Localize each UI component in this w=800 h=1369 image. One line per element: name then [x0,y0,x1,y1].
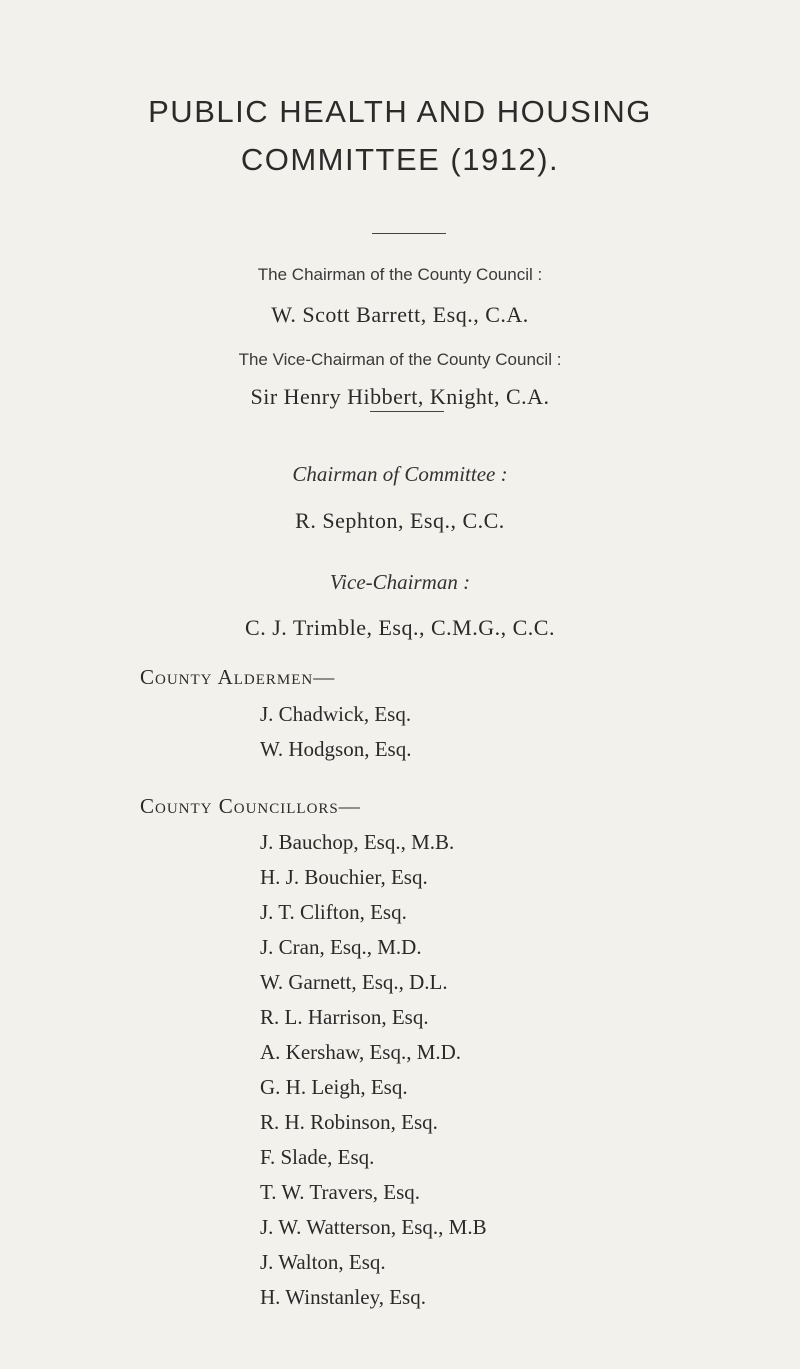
list-item: F. Slade, Esq. [260,1145,375,1169]
councillors-list [260,825,487,1315]
list-item: W. Hodgson, Esq. [260,737,412,761]
list-item: A. Kershaw, Esq., M.D. [260,1040,462,1064]
page-title-line-2: COMMITTEE (1912). [240,142,560,177]
page-title-line-1: PUBLIC HEALTH AND HOUSING [148,94,652,129]
aldermen-heading: County Aldermen— [140,665,336,689]
divider-rule-top [372,233,446,234]
councillors-heading: County Councillors— [140,794,361,818]
county-vice-chairman-caption: The Vice-Chairman of the County Council : [238,350,562,369]
list-item: H. Winstanley, Esq. [260,1285,426,1309]
county-chairman-caption: The Chairman of the County Council : [257,265,543,284]
aldermen-list [260,697,411,767]
list-item: R. H. Robinson, Esq. [260,1110,438,1134]
list-item: T. W. Travers, Esq. [260,1180,421,1204]
list-item: R. L. Harrison, Esq. [260,1005,429,1029]
divider-rule-middle [370,411,444,412]
committee-chairman-name: R. Sephton, Esq., C.C. [295,508,505,533]
county-chairman-name: W. Scott Barrett, Esq., C.A. [271,302,529,327]
list-item: J. Bauchop, Esq., M.B. [260,830,455,854]
committee-vice-chairman-name: C. J. Trimble, Esq., C.M.G., C.C. [245,615,555,640]
list-item: J. W. Watterson, Esq., M.B [260,1215,487,1239]
list-item: G. H. Leigh, Esq. [260,1075,408,1099]
list-item: W. Garnett, Esq., D.L. [260,970,448,994]
county-vice-chairman-name: Sir Henry Hibbert, Knight, C.A. [250,384,550,409]
committee-chairman-heading: Chairman of Committee : [292,462,508,486]
list-item: J. T. Clifton, Esq. [260,900,407,924]
list-item: H. J. Bouchier, Esq. [260,865,428,889]
list-item: J. Walton, Esq. [260,1250,386,1274]
committee-vice-chairman-heading: Vice-Chairman : [329,570,471,594]
list-item: J. Cran, Esq., M.D. [260,935,422,959]
list-item: J. Chadwick, Esq. [260,702,412,726]
